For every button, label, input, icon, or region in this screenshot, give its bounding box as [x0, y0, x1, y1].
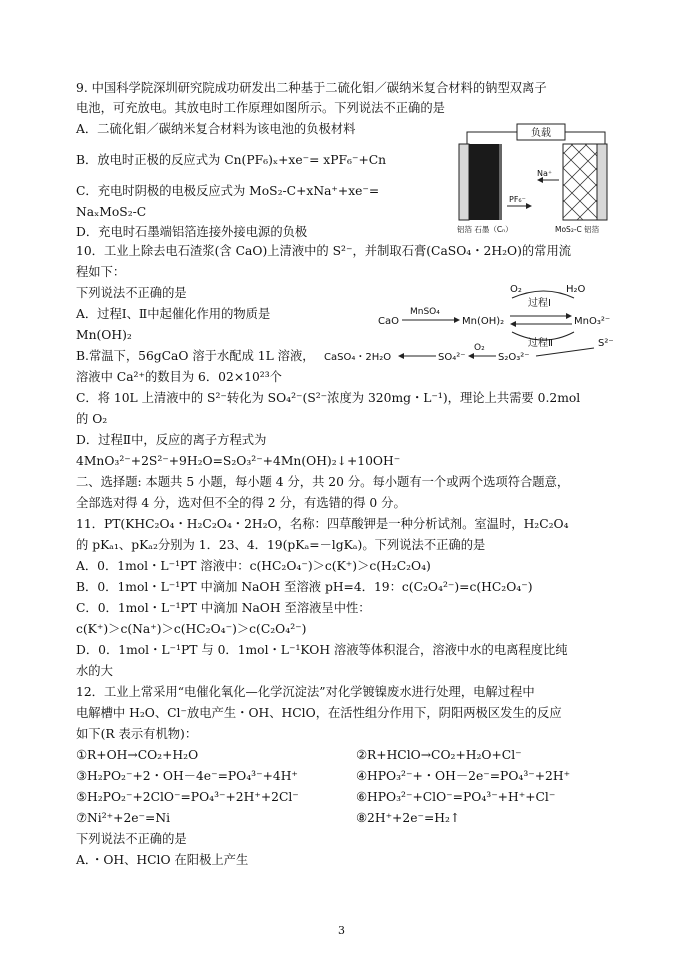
flow-arrow-back-head: [510, 321, 516, 327]
wire-right: [565, 132, 605, 144]
q10-option-a-line2: Mn(OH)₂: [76, 328, 132, 342]
aluminum-foil-right: [597, 144, 607, 220]
graphite-electrode: [469, 144, 499, 220]
q9-stem-line1: 9. 中国科学院深圳研究院成功研发出二种基于二硫化钼／碳纳米复合材料的钠型双离子: [76, 81, 547, 95]
q11-option-c-line2: c(K⁺)＞c(Na⁺)＞c(HC₂O₄⁻)＞c(C₂O₄²⁻): [76, 622, 307, 636]
flow-arrow-forward-head: [566, 313, 572, 319]
flow-cao: CaO: [378, 316, 399, 327]
page-number: 3: [338, 924, 345, 937]
q10-option-c-line1: C．将 10L 上清液中的 S²⁻转化为 SO₄²⁻(S²⁻浓度为 320mg・L⁻¹)，理论上共需要 0.2mol: [76, 391, 581, 405]
load-label: 负载: [531, 128, 551, 139]
q12-reaction-7: ⑦Ni²⁺+2e⁻=Ni: [76, 811, 171, 825]
label-left: 铝箔 石墨（Cₙ）: [457, 225, 513, 234]
flow-s2o3: S₂O₃²⁻: [498, 352, 530, 363]
flow-o2-top: O₂: [510, 284, 522, 295]
q12-reaction-8: ⑧2H⁺+2e⁻=H₂↑: [356, 811, 461, 825]
q10-option-c-line2: 的 O₂: [76, 412, 108, 426]
q9-option-c-line2: NaₓMoS₂-C: [76, 205, 147, 219]
flow-arrow-s2: [536, 348, 594, 356]
q12-reaction-2: ②R+HClO→CO₂+H₂O+Cl⁻: [356, 748, 522, 762]
flow-process2: 过程Ⅱ: [528, 338, 553, 349]
flow-process1: 过程Ⅰ: [528, 298, 551, 309]
q12-option-a: A．・OH、HClO 在阳极上产生: [76, 853, 249, 867]
q12-reaction-4: ④HPO₃²⁻+・OH－2e⁻=PO₄³⁻+2H⁺: [356, 769, 571, 783]
mos2-electrode: [563, 144, 597, 220]
q11-option-b: B．0．1mol・L⁻¹PT 中滴加 NaOH 至溶液 pH=4．19：c(C₂O₄²⁻)=c(HC₂O₄⁻): [76, 580, 533, 594]
q9-stem-line2: 电池，可充放电。其放电时工作原理如图所示。下列说法不正确的是: [76, 101, 445, 115]
q12-reaction-1: ①R+OH→CO₂+H₂O: [76, 748, 199, 762]
q10-option-b-line2: 溶液中 Ca²⁺的数目为 6．02×10²³个: [76, 370, 282, 384]
q12-reaction-3: ③H₂PO₂⁻+2・OH－4e⁻=PO₄³⁻+4H⁺: [76, 769, 298, 783]
q10-stem-line1: 10．工业上除去电石渣浆(含 CaO)上清液中的 S²⁻，并制取石膏(CaSO₄・2H₂O)的常用流: [76, 244, 572, 258]
q11-stem-line1: 11．PT(KHC₂O₄・H₂C₂O₄・2H₂O，名称：四草酸钾是一种分析试剂。室温时，H₂C₂O₄: [76, 517, 569, 531]
q12-stem-line3: 如下(R 表示有机物)：: [76, 727, 198, 741]
aluminum-foil-left: [459, 144, 469, 220]
q9-option-a: A．二硫化钼／碳纳米复合材料为该电池的负极材料: [76, 122, 356, 136]
q11-option-d-line1: D．0．1mol・L⁻¹PT 与 0．1mol・L⁻¹KOH 溶液等体积混合，溶液中水的电离程度比纯: [76, 643, 568, 657]
q10-option-b-line1: B.常温下，56gCaO 溶于水配成 1L 溶液，: [76, 349, 315, 363]
separator-left: [499, 144, 502, 220]
q12-stem-line2: 电解槽中 H₂O、Cl⁻放电产生・OH、HClO，在活性组分作用下，阴阳两极区发生的反应: [76, 706, 562, 720]
label-right: MoS₂-C 铝箔: [555, 225, 600, 234]
flow-mnso4: MnSO₄: [410, 307, 440, 317]
q12-reaction-5: ⑤H₂PO₂⁻+2ClO⁻=PO₄³⁻+2H⁺+2Cl⁻: [76, 790, 299, 804]
flow-h2o-top: H₂O: [566, 284, 586, 295]
flow-mno3: MnO₃²⁻: [574, 316, 611, 327]
pf6-arrow-head: [526, 203, 532, 209]
flow-s2: S²⁻: [598, 338, 614, 349]
q12-intro: 下列说法不正确的是: [76, 832, 187, 846]
wire-left: [467, 132, 517, 144]
flow-o2-mid: O₂: [474, 343, 485, 353]
q12-stem-line1: 12．工业上常采用“电催化氧化—化学沉淀法”对化学镀镍废水进行处理，电解过程中: [76, 685, 535, 699]
battery-figure: [455, 118, 617, 236]
flow-so4: SO₄²⁻: [438, 352, 466, 363]
q9-option-c-line1: C．充电时阴极的电极反应式为 MoS₂-C+xNa⁺+xe⁻=: [76, 184, 380, 198]
q10-stem-line2: 程如下：: [76, 265, 126, 279]
q9-option-d: D．充电时石墨端铝箔连接外接电源的负极: [76, 225, 308, 239]
q12-reaction-6: ⑥HPO₃²⁻+ClO⁻=PO₄³⁻+H⁺+Cl⁻: [356, 790, 556, 804]
flow-arrow-so4-head: [468, 353, 474, 359]
q10-option-a-line1: A．过程Ⅰ、Ⅱ中起催化作用的物质是: [76, 307, 271, 321]
pf6-label: PF₆⁻: [509, 195, 526, 204]
q11-option-c-line1: C．0．1mol・L⁻¹PT 中滴加 NaOH 至溶液呈中性：: [76, 601, 371, 615]
flow-diagram: [322, 278, 618, 370]
q11-option-d-line2: 水的大: [76, 664, 113, 678]
q11-stem-line2: 的 pKₐ₁、pKₐ₂分别为 1．23、4．19(pKₐ=－lgKₐ)。下列说法不正确的是: [76, 538, 486, 552]
flow-caso4: CaSO₄・2H₂O: [324, 352, 392, 363]
q10-intro: 下列说法不正确的是: [76, 286, 187, 300]
flow-arrow-caso4-head: [398, 353, 404, 359]
flow-arrow-cao-head: [454, 317, 460, 323]
q11-option-a: A．0．1mol・L⁻¹PT 溶液中：c(HC₂O₄⁻)＞c(K⁺)＞c(H₂C₂O₄): [76, 559, 431, 573]
q9-option-b: B．放电时正极的反应式为 Cn(PF₆)ₓ+xe⁻= xPF₆⁻+Cn: [76, 153, 387, 167]
q10-option-d-line1: D．过程Ⅱ中，反应的离子方程式为: [76, 433, 267, 447]
na-label: Na⁺: [537, 169, 553, 178]
flow-mnoh2: Mn(OH)₂: [462, 316, 505, 327]
q10-option-d-line2: 4MnO₃²⁻+2S²⁻+9H₂O=S₂O₃²⁻+4Mn(OH)₂↓+10OH⁻: [76, 454, 401, 468]
section2-line1: 二、选择题: 本题共 5 小题，每小题 4 分，共 20 分。每小题有一个或两个选项符合题意，: [76, 475, 570, 489]
section2-line2: 全部选对得 4 分，选对但不全的得 2 分，有选错的得 0 分。: [76, 496, 406, 510]
